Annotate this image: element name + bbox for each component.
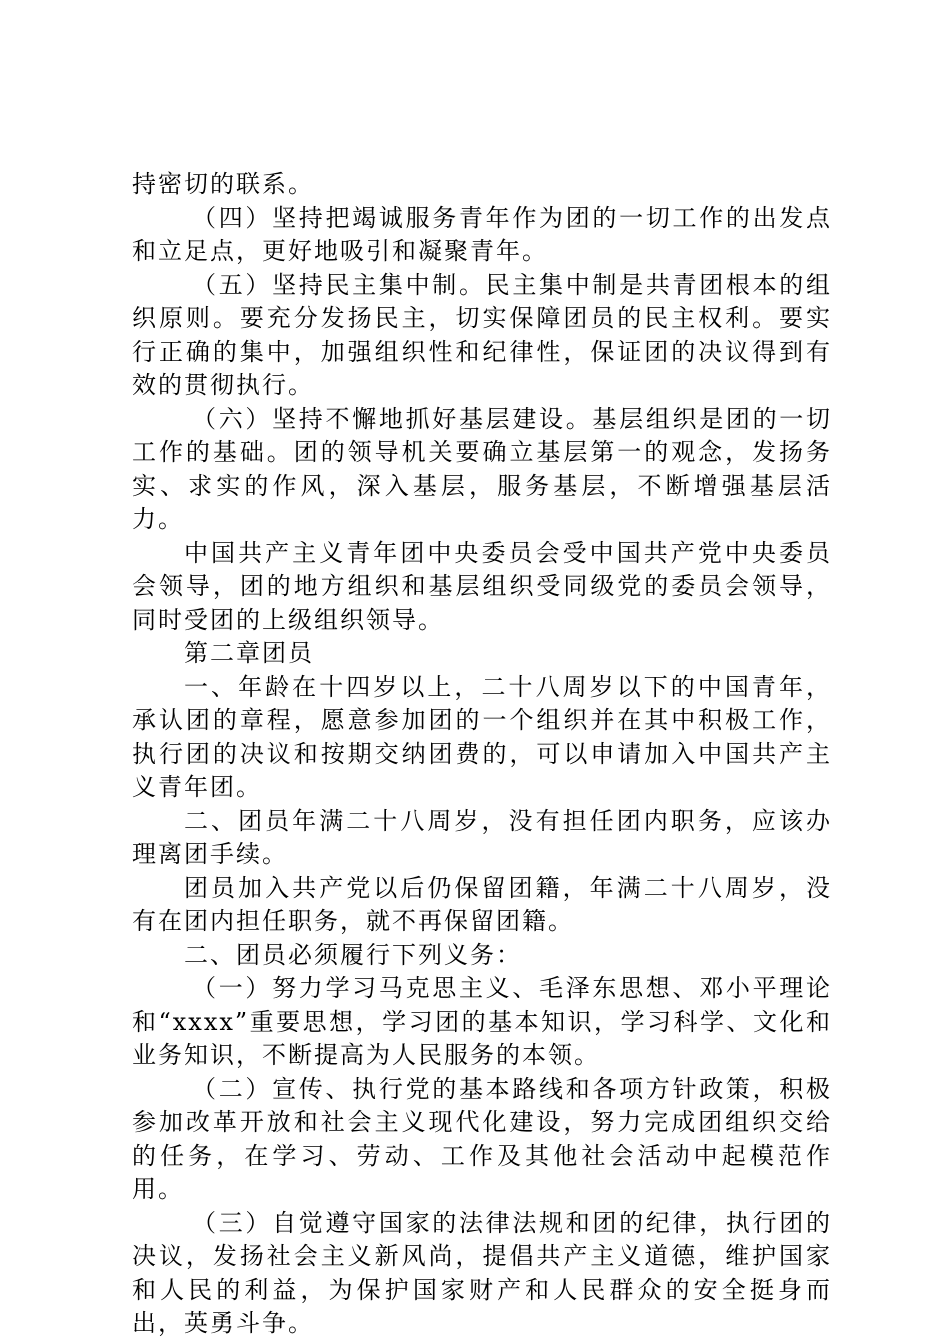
paragraph-item-4: （四）坚持把竭诚服务青年作为团的一切工作的出发点和立足点，更好地吸引和凝聚青年。 bbox=[132, 203, 832, 265]
paragraph-obligations-heading: 二、团员必须履行下列义务： bbox=[184, 940, 522, 969]
paragraph-obligation-1: （一）努力学习马克思主义、毛泽东思想、邓小平理论和“xxxx”重要思想，学习团的基本知识，学习科学、文化和业务知识，不断提高为人民服务的本领。 bbox=[132, 974, 832, 1069]
paragraph-obligation-2: （二）宣传、执行党的基本路线和各项方针政策，积极参加改革开放和社会主义现代化建设，努力完成团组织交给的任务，在学习、劳动、工作及其他社会活动中起模范作用。 bbox=[132, 1074, 832, 1203]
paragraph-party-membership: 团员加入共产党以后仍保留团籍，年满二十八周岁，没有在团内担任职务，就不再保留团籍。 bbox=[132, 873, 832, 935]
paragraph-continuation: 持密切的联系。 bbox=[132, 170, 314, 198]
paragraph-membership-eligibility: 一、年龄在十四岁以上，二十八周岁以下的中国青年，承认团的章程，愿意参加团的一个组织并在其中积极工作，执行团的决议和按期交纳团费的，可以申请加入中国共产主义青年团。 bbox=[132, 672, 832, 801]
paragraph-item-5: （五）坚持民主集中制。民主集中制是共青团根本的组织原则。要充分发扬民主，切实保障团员的民主权利。要实行正确的集中，加强组织性和纪律性，保证团的决议得到有效的贯彻执行。 bbox=[132, 270, 832, 399]
chapter-heading: 第二章团员 bbox=[184, 639, 314, 667]
document-body bbox=[132, 168, 832, 1341]
paragraph-leadership: 中国共产主义青年团中央委员会受中国共产党中央委员会领导，团的地方组织和基层组织受同级党的委员会领导，同时受团的上级组织领导。 bbox=[132, 538, 832, 634]
paragraph-obligation-3: （三）自觉遵守国家的法律法规和团的纪律，执行团的决议，发扬社会主义新风尚，提倡共产主义道德，维护国家和人民的利益，为保护国家财产和人民群众的安全挺身而出，英勇斗争。 bbox=[132, 1208, 832, 1337]
paragraph-item-6: （六）坚持不懈地抓好基层建设。基层组织是团的一切工作的基础。团的领导机关要确立基层第一的观念，发扬务实、求实的作风，深入基层，服务基层，不断增强基层活力。 bbox=[132, 404, 832, 533]
paragraph-membership-age-limit: 二、团员年满二十八周岁，没有担任团内职务，应该办理离团手续。 bbox=[132, 806, 832, 868]
